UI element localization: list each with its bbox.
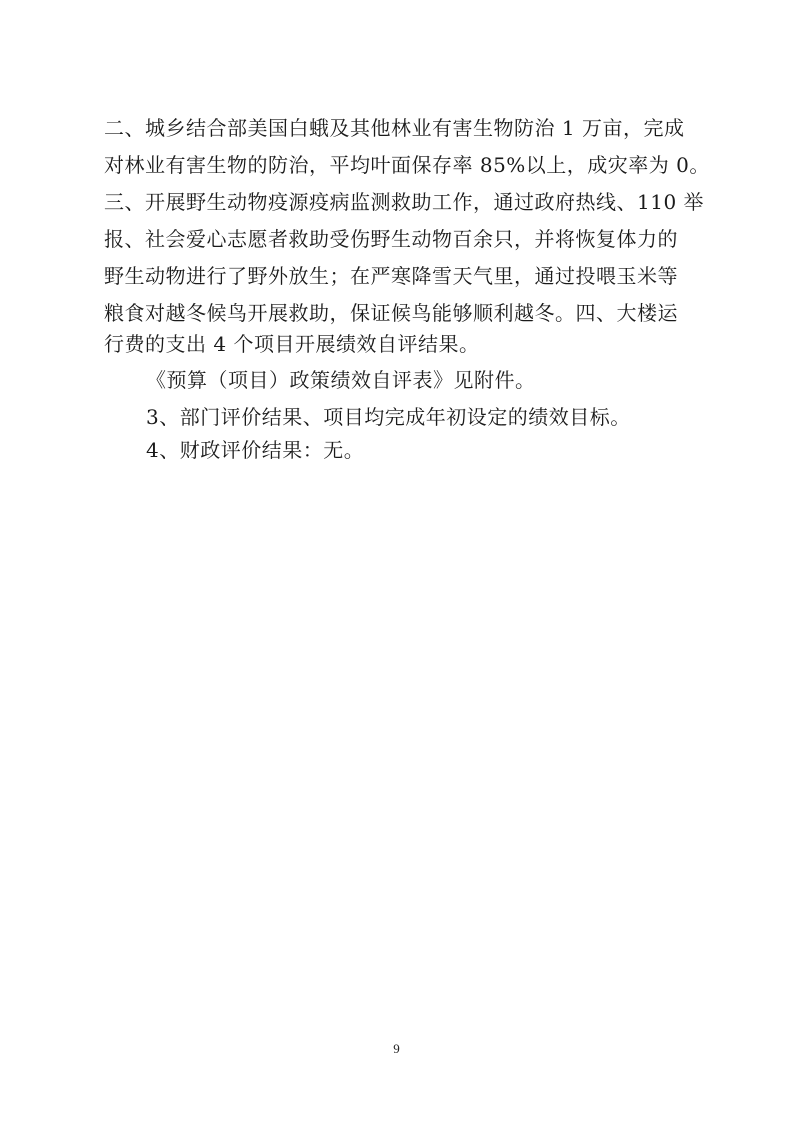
paragraph-line: 粮食对越冬候鸟开展救助，保证候鸟能够顺利越冬。四、大楼运 bbox=[104, 301, 678, 325]
paragraph-line: 二、城乡结合部美国白蛾及其他林业有害生物防治 1 万亩，完成 bbox=[104, 116, 685, 140]
paragraph-line: 报、社会爱心志愿者救助受伤野生动物百余只，并将恢复体力的 bbox=[104, 227, 678, 251]
paragraph-line: 三、开展野生动物疫源疫病监测救助工作，通过政府热线、110 举 bbox=[104, 190, 705, 214]
paragraph-line: 野生动物进行了野外放生；在严寒降雪天气里，通过投喂玉米等 bbox=[104, 264, 678, 288]
department-evaluation-result: 3、部门评价结果、项目均完成年初设定的绩效目标。 bbox=[146, 405, 631, 429]
attachment-note: 《预算（项目）政策绩效自评表》见附件。 bbox=[146, 368, 536, 392]
page-number: 9 bbox=[393, 1041, 400, 1056]
finance-evaluation-result: 4、财政评价结果：无。 bbox=[146, 438, 365, 462]
paragraph-line: 行费的支出 4 个项目开展绩效自评结果。 bbox=[104, 332, 480, 356]
paragraph-line: 对林业有害生物的防治，平均叶面保存率 85%以上，成灾率为 0。 bbox=[104, 153, 710, 177]
